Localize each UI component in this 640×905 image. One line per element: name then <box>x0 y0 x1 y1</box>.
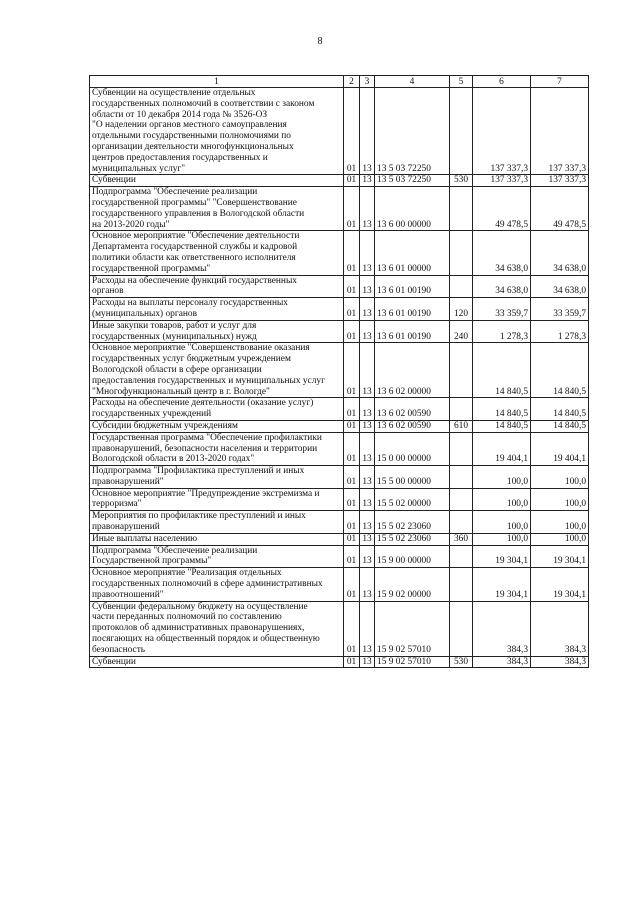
row-subsection-cell: 13 <box>360 398 375 421</box>
row-section-cell: 01 <box>344 533 360 545</box>
row-name-cell: Субвенции <box>90 656 344 668</box>
table-row <box>90 432 589 465</box>
row-section-cell: 01 <box>344 175 360 187</box>
row-name-cell: Расходы на выплаты персоналу государственных (муниципальных) органов <box>90 298 344 321</box>
row-subsection-cell: 13 <box>360 275 375 298</box>
row-amount-col6-cell: 14 840,5 <box>473 343 531 398</box>
row-section-cell: 01 <box>344 398 360 421</box>
row-target-article-cell: 13 6 01 00000 <box>375 231 450 275</box>
row-amount-col7-cell: 49 478,5 <box>531 187 589 231</box>
table-row <box>90 398 589 421</box>
row-amount-col6-cell: 34 638,0 <box>473 275 531 298</box>
table-row <box>90 511 589 534</box>
row-subsection-cell: 13 <box>360 568 375 601</box>
row-target-article-cell: 15 5 00 00000 <box>375 466 450 489</box>
row-expense-type-cell <box>450 466 473 489</box>
table-row <box>90 533 589 545</box>
row-expense-type-cell <box>450 398 473 421</box>
row-amount-col6-cell: 14 840,5 <box>473 420 531 432</box>
row-target-article-cell: 13 6 02 00000 <box>375 343 450 398</box>
table-row <box>90 298 589 321</box>
table-row <box>90 466 589 489</box>
row-name-cell: Государственная программа "Обеспечение профилактики правонарушений, безопасности населения и территории Вологодской области в 2013-2020 годах" <box>90 432 344 465</box>
row-expense-type-cell <box>450 432 473 465</box>
row-name-cell: Основное мероприятие "Обеспечение деятельности Департамента государственной службы и кадровой политики области как ответственного исполнителя государственной программы" <box>90 231 344 275</box>
row-target-article-cell: 15 5 02 23060 <box>375 511 450 534</box>
row-expense-type-cell: 610 <box>450 420 473 432</box>
header-col-2: 2 <box>344 76 360 88</box>
row-section-cell: 01 <box>344 420 360 432</box>
row-amount-col6-cell: 33 359,7 <box>473 298 531 321</box>
row-name-cell: Подпрограмма "Обеспечение реализации государственной программы" "Совершенствование государственного управления в Вологодской области на 2013-2020 годы" <box>90 187 344 231</box>
row-amount-col7-cell: 100,0 <box>531 511 589 534</box>
row-amount-col6-cell: 384,3 <box>473 601 531 656</box>
table-row <box>90 231 589 275</box>
row-name-cell: Подпрограмма "Обеспечение реализации Государственной программы" <box>90 545 344 568</box>
table-row <box>90 320 589 343</box>
row-expense-type-cell: 530 <box>450 175 473 187</box>
row-amount-col7-cell: 137 337,3 <box>531 175 589 187</box>
row-section-cell: 01 <box>344 568 360 601</box>
row-subsection-cell: 13 <box>360 298 375 321</box>
row-section-cell: 01 <box>344 320 360 343</box>
row-amount-col6-cell: 137 337,3 <box>473 175 531 187</box>
row-name-cell: Основное мероприятие "Реализация отдельных государственных полномочий в сфере административных правоотношений" <box>90 568 344 601</box>
row-name-cell: Субвенции на осуществление отдельных государственных полномочий в соответствии с законом области от 10 декабря 2014 года № 3526-ОЗ "О наделении органов местного самоуправления отдельными государственными полномочиями по организации деятельности многофункциональных центров предоставления государственных и муниципальных услуг" <box>90 88 344 175</box>
page-number: 8 <box>317 36 323 47</box>
table-row <box>90 568 589 601</box>
row-section-cell: 01 <box>344 275 360 298</box>
row-section-cell: 01 <box>344 511 360 534</box>
row-target-article-cell: 13 6 02 00590 <box>375 398 450 421</box>
header-col-4: 4 <box>375 76 450 88</box>
table-row <box>90 88 589 175</box>
row-expense-type-cell <box>450 187 473 231</box>
row-name-cell: Мероприятия по профилактике преступлений и иных правонарушений <box>90 511 344 534</box>
row-target-article-cell: 15 5 02 00000 <box>375 488 450 511</box>
row-subsection-cell: 13 <box>360 511 375 534</box>
row-amount-col6-cell: 100,0 <box>473 511 531 534</box>
row-expense-type-cell: 120 <box>450 298 473 321</box>
table-row <box>90 656 589 668</box>
row-amount-col7-cell: 19 304,1 <box>531 568 589 601</box>
table-row <box>90 275 589 298</box>
header-col-3: 3 <box>360 76 375 88</box>
row-target-article-cell: 13 5 03 72250 <box>375 88 450 175</box>
row-section-cell: 01 <box>344 343 360 398</box>
row-subsection-cell: 13 <box>360 187 375 231</box>
table-row <box>90 420 589 432</box>
row-subsection-cell: 13 <box>360 175 375 187</box>
row-amount-col7-cell: 384,3 <box>531 601 589 656</box>
row-name-cell: Расходы на обеспечение деятельности (оказание услуг) государственных учреждений <box>90 398 344 421</box>
row-section-cell: 01 <box>344 187 360 231</box>
row-subsection-cell: 13 <box>360 320 375 343</box>
row-target-article-cell: 15 9 02 57010 <box>375 601 450 656</box>
row-target-article-cell: 15 9 00 00000 <box>375 545 450 568</box>
row-target-article-cell: 15 0 00 00000 <box>375 432 450 465</box>
row-amount-col6-cell: 19 404,1 <box>473 432 531 465</box>
row-section-cell: 01 <box>344 545 360 568</box>
row-amount-col7-cell: 100,0 <box>531 466 589 489</box>
row-subsection-cell: 13 <box>360 533 375 545</box>
row-section-cell: 01 <box>344 656 360 668</box>
row-amount-col7-cell: 14 840,5 <box>531 343 589 398</box>
row-subsection-cell: 13 <box>360 545 375 568</box>
row-name-cell: Расходы на обеспечение функций государственных органов <box>90 275 344 298</box>
row-amount-col6-cell: 384,3 <box>473 656 531 668</box>
row-amount-col7-cell: 19 304,1 <box>531 545 589 568</box>
row-amount-col7-cell: 33 359,7 <box>531 298 589 321</box>
row-amount-col6-cell: 19 304,1 <box>473 545 531 568</box>
row-amount-col6-cell: 100,0 <box>473 488 531 511</box>
row-target-article-cell: 15 5 02 23060 <box>375 533 450 545</box>
row-target-article-cell: 13 6 00 00000 <box>375 187 450 231</box>
row-amount-col7-cell: 34 638,0 <box>531 275 589 298</box>
table-row <box>90 601 589 656</box>
row-amount-col7-cell: 1 278,3 <box>531 320 589 343</box>
table-header-row <box>90 76 589 88</box>
row-amount-col6-cell: 137 337,3 <box>473 88 531 175</box>
row-subsection-cell: 13 <box>360 88 375 175</box>
row-subsection-cell: 13 <box>360 466 375 489</box>
row-name-cell: Подпрограмма "Профилактика преступлений и иных правонарушений" <box>90 466 344 489</box>
row-amount-col6-cell: 49 478,5 <box>473 187 531 231</box>
row-name-cell: Субсидии бюджетным учреждениям <box>90 420 344 432</box>
row-target-article-cell: 15 9 02 00000 <box>375 568 450 601</box>
row-expense-type-cell: 530 <box>450 656 473 668</box>
row-subsection-cell: 13 <box>360 601 375 656</box>
row-target-article-cell: 13 5 03 72250 <box>375 175 450 187</box>
row-amount-col6-cell: 19 304,1 <box>473 568 531 601</box>
table-row <box>90 488 589 511</box>
row-name-cell: Иные закупки товаров, работ и услуг для государственных (муниципальных) нужд <box>90 320 344 343</box>
row-section-cell: 01 <box>344 488 360 511</box>
row-amount-col7-cell: 137 337,3 <box>531 88 589 175</box>
row-subsection-cell: 13 <box>360 432 375 465</box>
header-col-6: 6 <box>473 76 531 88</box>
row-amount-col7-cell: 19 404,1 <box>531 432 589 465</box>
row-amount-col7-cell: 34 638,0 <box>531 231 589 275</box>
row-amount-col6-cell: 34 638,0 <box>473 231 531 275</box>
row-amount-col7-cell: 14 840,5 <box>531 420 589 432</box>
row-section-cell: 01 <box>344 432 360 465</box>
row-subsection-cell: 13 <box>360 343 375 398</box>
table-row <box>90 545 589 568</box>
row-expense-type-cell: 240 <box>450 320 473 343</box>
table-row <box>90 343 589 398</box>
row-target-article-cell: 13 6 02 00590 <box>375 420 450 432</box>
row-expense-type-cell <box>450 511 473 534</box>
row-amount-col7-cell: 100,0 <box>531 488 589 511</box>
row-expense-type-cell <box>450 568 473 601</box>
row-subsection-cell: 13 <box>360 420 375 432</box>
row-section-cell: 01 <box>344 601 360 656</box>
row-amount-col7-cell: 100,0 <box>531 533 589 545</box>
header-col-5: 5 <box>450 76 473 88</box>
row-name-cell: Субвенции федеральному бюджету на осуществление части переданных полномочий по составлению протоколов об административных правонарушениях, посягающих на общественный порядок и общественную безопасность <box>90 601 344 656</box>
row-expense-type-cell <box>450 88 473 175</box>
row-expense-type-cell <box>450 343 473 398</box>
row-subsection-cell: 13 <box>360 231 375 275</box>
row-section-cell: 01 <box>344 298 360 321</box>
row-amount-col6-cell: 100,0 <box>473 466 531 489</box>
row-name-cell: Основное мероприятие "Предупреждение экстремизма и терроризма" <box>90 488 344 511</box>
table-row <box>90 175 589 187</box>
row-name-cell: Иные выплаты населению <box>90 533 344 545</box>
row-section-cell: 01 <box>344 466 360 489</box>
budget-table <box>89 75 589 668</box>
row-amount-col6-cell: 1 278,3 <box>473 320 531 343</box>
row-section-cell: 01 <box>344 88 360 175</box>
table-row <box>90 187 589 231</box>
row-expense-type-cell: 360 <box>450 533 473 545</box>
table-body <box>90 88 589 668</box>
row-target-article-cell: 13 6 01 00190 <box>375 298 450 321</box>
row-expense-type-cell <box>450 545 473 568</box>
row-amount-col7-cell: 384,3 <box>531 656 589 668</box>
row-expense-type-cell <box>450 275 473 298</box>
row-section-cell: 01 <box>344 231 360 275</box>
row-target-article-cell: 13 6 01 00190 <box>375 275 450 298</box>
row-expense-type-cell <box>450 231 473 275</box>
row-subsection-cell: 13 <box>360 488 375 511</box>
row-amount-col6-cell: 100,0 <box>473 533 531 545</box>
row-name-cell: Основное мероприятие "Совершенствование оказания государственных услуг бюджетным учреждением Вологодской области в сфере организации предоставления государственных и муниципальных услуг "Многофункциональный центр в г. Вологде" <box>90 343 344 398</box>
header-col-1: 1 <box>90 76 344 88</box>
row-amount-col7-cell: 14 840,5 <box>531 398 589 421</box>
row-target-article-cell: 15 9 02 57010 <box>375 656 450 668</box>
row-target-article-cell: 13 6 01 00190 <box>375 320 450 343</box>
row-amount-col6-cell: 14 840,5 <box>473 398 531 421</box>
row-name-cell: Субвенции <box>90 175 344 187</box>
row-expense-type-cell <box>450 488 473 511</box>
row-subsection-cell: 13 <box>360 656 375 668</box>
row-expense-type-cell <box>450 601 473 656</box>
header-col-7: 7 <box>531 76 589 88</box>
